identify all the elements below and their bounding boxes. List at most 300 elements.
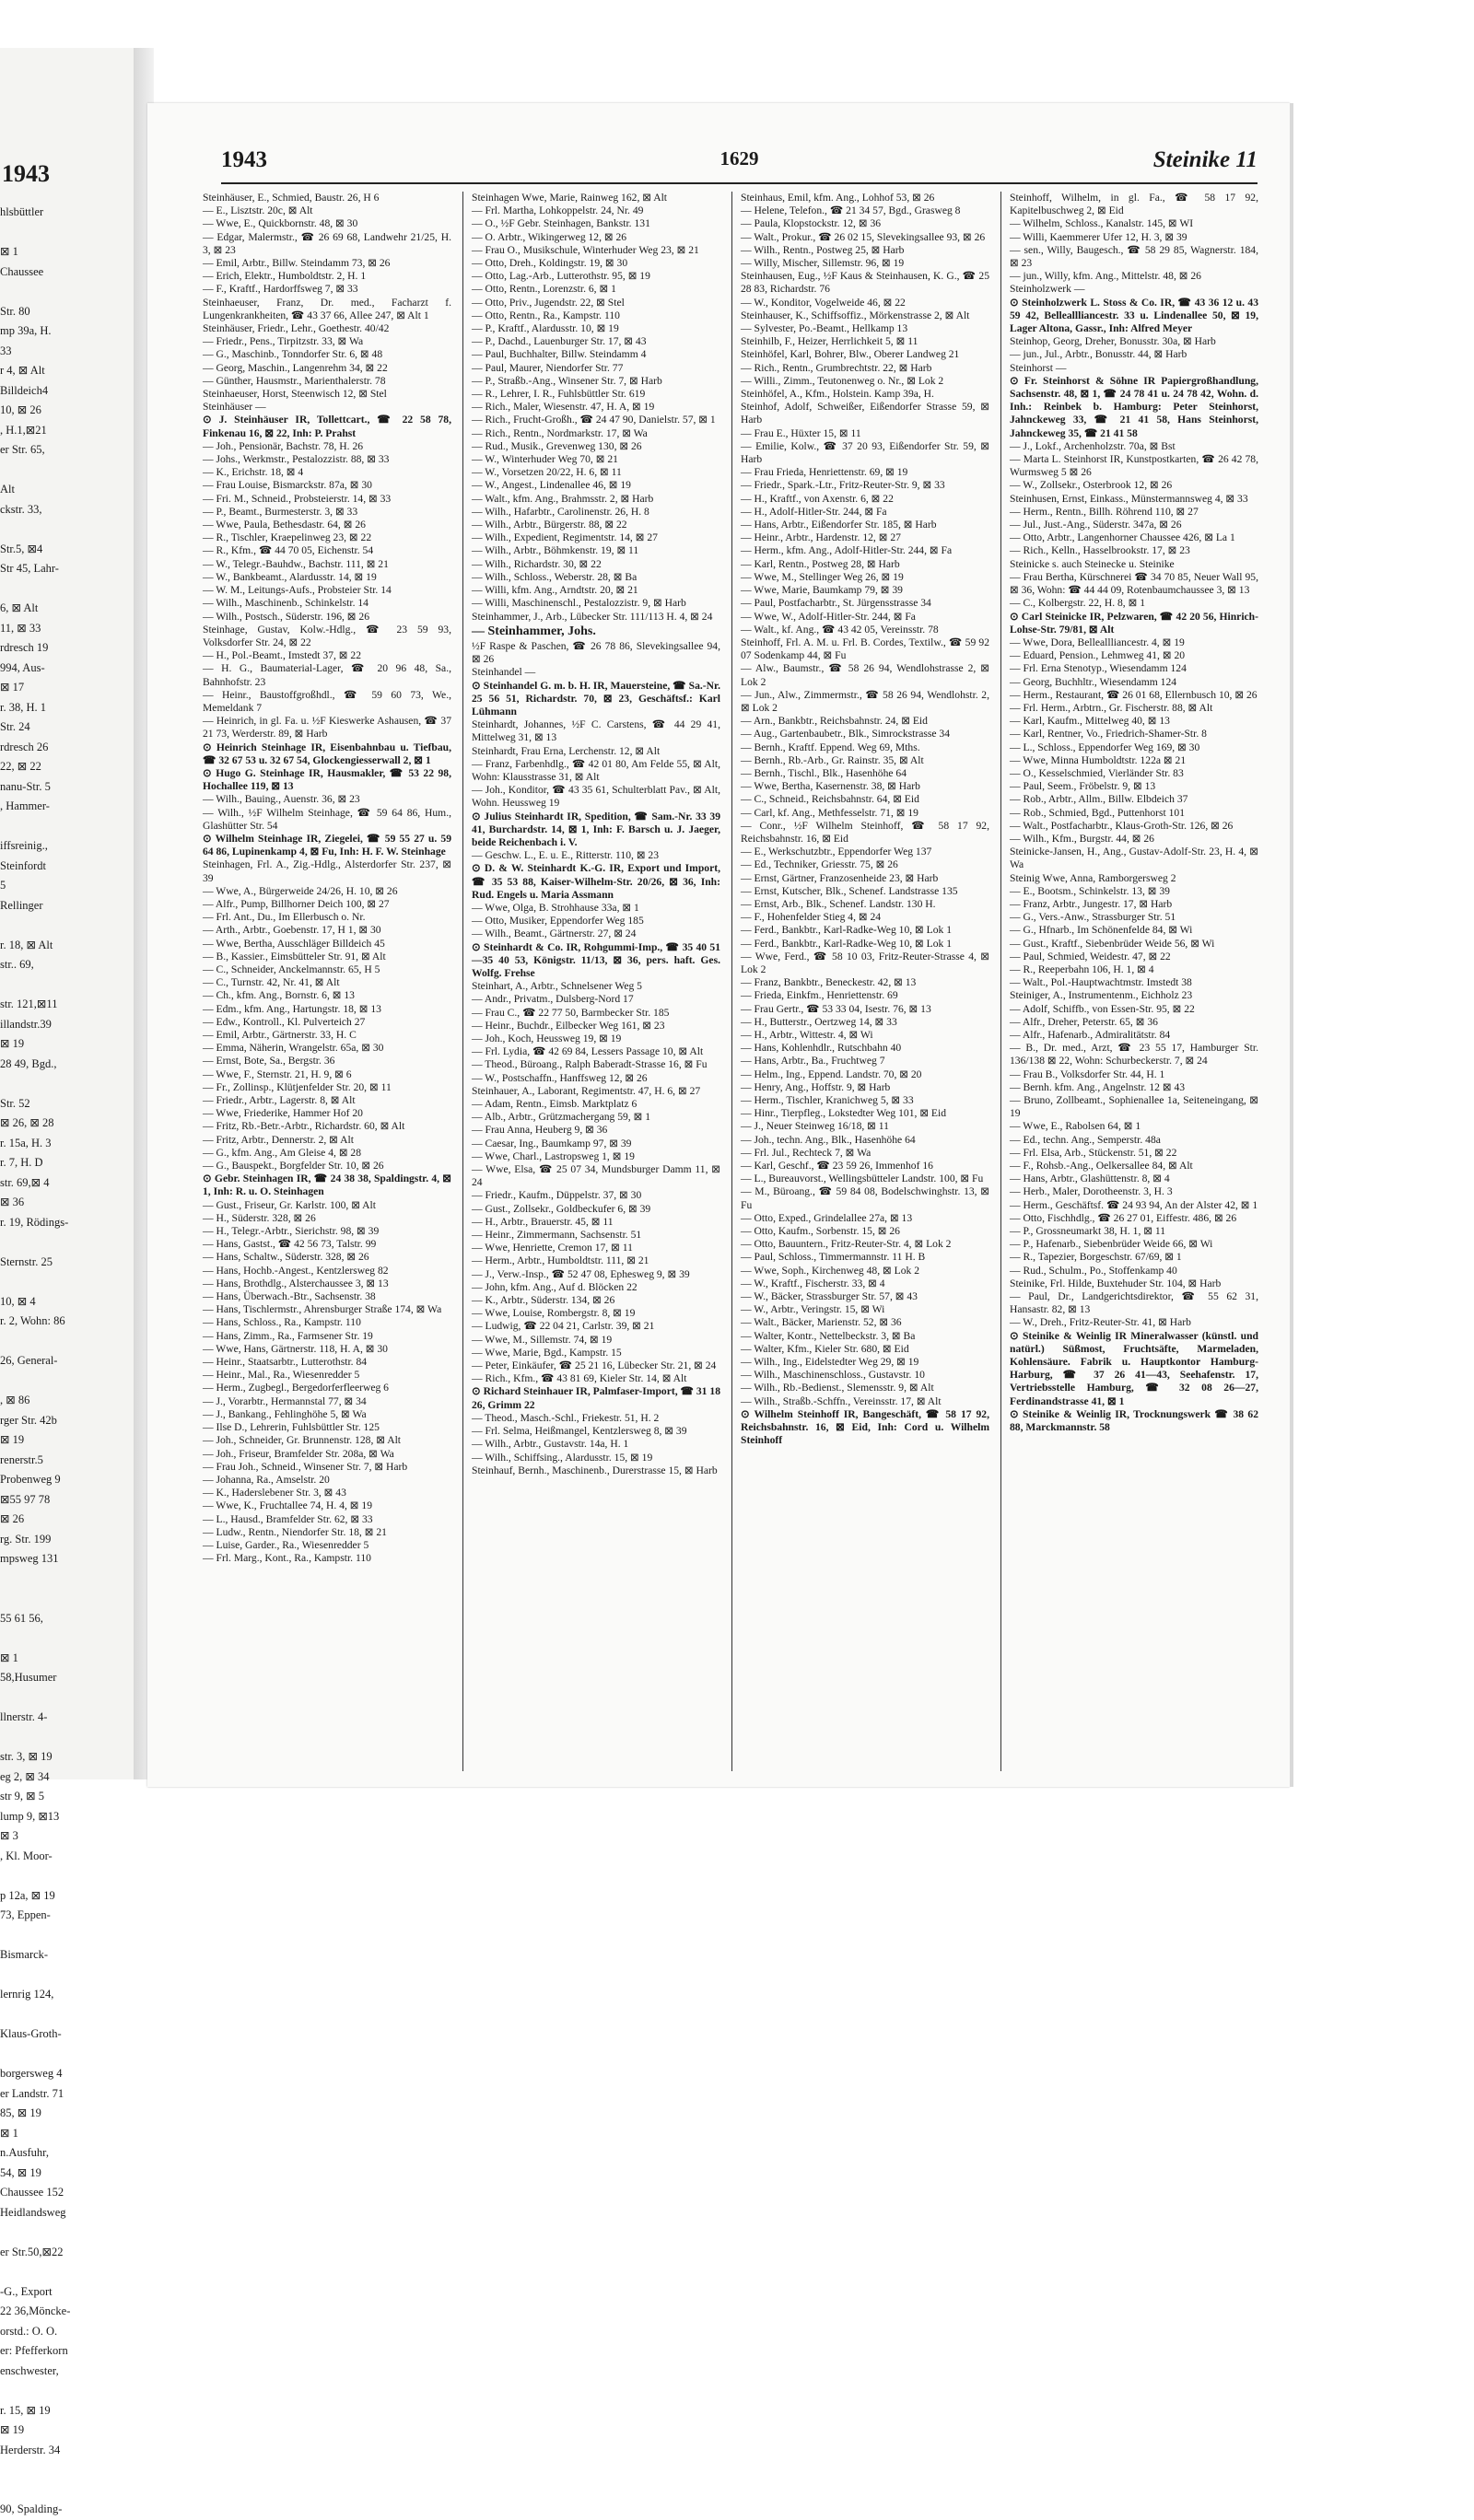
directory-entry: — Hans, Schaltw., Süderstr. 328, ⊠ 26 (203, 1251, 369, 1264)
directory-entry: — Emma, Näherin, Wrangelstr. 65a, ⊠ 30 (203, 1042, 384, 1055)
directory-entry: — Wwe, Dora, Belleallliancestr. 4, ⊠ 19 (1010, 636, 1185, 648)
directory-entry: — W. M., Leitungs-Aufs., Probsteier Str. 14 (203, 584, 392, 597)
previous-page-line: hlsbüttler (0, 205, 44, 218)
previous-page-line: lump 9, ⊠13 (0, 1809, 60, 1823)
page-header (221, 147, 1258, 179)
page-edge (1290, 103, 1293, 1787)
directory-entry: — W., Zollsekr., Osterbrook 12, ⊠ 26 (1010, 479, 1173, 492)
directory-entry: — W., Bankbeamt., Alardusstr. 14, ⊠ 19 (203, 570, 377, 583)
directory-entry: — C., Kolbergstr. 22, H. 8, ⊠ 1 (1010, 597, 1146, 610)
directory-entry: — Günther, Hausmstr., Marienthalerstr. 78 (203, 374, 386, 387)
directory-entry: — Otto, Bauuntern., Fritz-Reuter-Str. 4, ⊠ Lok 2 (741, 1238, 952, 1251)
directory-entry: — Adam, Rentn., Eimsb. Marktplatz 6 (472, 1098, 638, 1111)
previous-page-line (0, 1232, 129, 1253)
directory-entry: — Geschw. L., E. u. E., Ritterstr. 110, ⊠ 23 (472, 849, 660, 862)
column-divider (1000, 192, 1001, 1771)
directory-page (147, 103, 1290, 1787)
directory-entry: — Adolf, Schiffb., von Essen-Str. 95, ⊠ 22 (1010, 1002, 1195, 1015)
directory-entry: — Conr., ½F Wilhelm Steinhoff, ☎ 58 17 92, Reichsbahnstr. 16, ⊠ Eid (741, 819, 989, 845)
previous-page-line (0, 1589, 129, 1609)
directory-entry: — H., Telegr.-Arbtr., Sierichstr. 98, ⊠ 39 (203, 1225, 380, 1238)
directory-entry: — H., Adolf-Hitler-Str. 244, ⊠ Fa (741, 505, 887, 518)
previous-page-line: rg. Str. 199 (0, 1532, 52, 1546)
previous-page-line: nanu-Str. 5 (0, 779, 51, 793)
directory-entry: — Herm., Rentn., Billh. Röhrend 110, ⊠ 27 (1010, 505, 1199, 518)
previous-page-line (0, 916, 129, 936)
directory-entry: — Steinhammer, Johs. (472, 624, 596, 638)
previous-page-line: er Landstr. 71 (0, 2086, 64, 2100)
directory-entry: Steinhage, Gustav, Kolw.-Hdlg., ☎ 23 59 93, Volksdorfer Str. 24, ⊠ 22 (203, 623, 451, 648)
column-2 (472, 192, 720, 1771)
directory-entry: — Heinr., Zimmermann, Sachsenstr. 51 (472, 1229, 642, 1242)
directory-entry: Steinhardt, Frau Erna, Lerchenstr. 12, ⊠ Alt (472, 744, 661, 757)
directory-entry: — H., Kraftf., von Axenstr. 6, ⊠ 22 (741, 492, 894, 505)
previous-page-line: Chaussee (0, 264, 44, 278)
directory-entry: — H., Arbtr., Wittestr. 4, ⊠ Wi (741, 1029, 873, 1041)
previous-page-line (0, 1272, 129, 1292)
directory-entry: ⊙ Wilhelm Steinhoff IR, Bangeschäft, ☎ 58 17 92, Reichsbahnstr. 16, ⊠ Eid, Inh: Cord u. Wilhelm Steinhoff (741, 1407, 989, 1447)
previous-page-line: 22, ⊠ 22 (0, 760, 41, 773)
directory-entry: — Henry, Ang., Hoffstr. 9, ⊠ Harb (741, 1080, 891, 1093)
directory-entry: ⊙ Steinhandel G. m. b. H. IR, Mauersteine, ☎ Sa.-Nr. 25 56 51, Richardstr. 70, ⊠ 23, Geschäftsf.: Karl Lühmann (472, 679, 720, 718)
directory-entry: Steinike, Frl. Hilde, Buxtehuder Str. 104, ⊠ Harb (1010, 1277, 1222, 1289)
directory-entry: — Franz, Bankbtr., Beneckestr. 42, ⊠ 13 (741, 976, 917, 989)
previous-page-line: r 4, ⊠ Alt (0, 364, 45, 377)
directory-entry: — Alfr., Pump, Billhorner Deich 100, ⊠ 27 (203, 897, 390, 910)
directory-entry: Steinhäuser, Friedr., Lehr., Goethestr. 40/42 (203, 322, 390, 335)
previous-page-line: -G., Export (0, 2284, 53, 2298)
directory-entry: — Wwe, Marie, Baumkamp 79, ⊠ 39 (741, 584, 903, 597)
directory-entry: — Jul., Just.-Ang., Süderstr. 347a, ⊠ 26 (1010, 519, 1182, 531)
previous-page-line (0, 2045, 129, 2065)
previous-page-line: ⊠ 19 (0, 1037, 25, 1050)
directory-entry: — Herm., Geschäftsf. ☎ 24 93 94, An der Alster 42, ⊠ 1 (1010, 1198, 1258, 1211)
directory-entry: — Arth., Arbtr., Goebenstr. 17, H 1, ⊠ 30 (203, 924, 381, 937)
directory-entry: — Heinr., Arbtr., Hardenstr. 12, ⊠ 27 (741, 531, 901, 544)
previous-page-line: Heidlandsweg (0, 2205, 66, 2219)
directory-entry: — Walt., kf. Ang., ☎ 43 42 05, Vereinsstr. 78 (741, 623, 939, 636)
directory-entry: — Eduard, Pension., Lehmweg 41, ⊠ 20 (1010, 649, 1186, 662)
previous-page-line: ⊠ 17 (0, 681, 25, 694)
directory-entry: — R., Tischler, Kraepelinweg 23, ⊠ 22 (203, 531, 372, 544)
previous-page-line (0, 1966, 129, 1986)
directory-entry: — Ernst, Kutscher, Blk., Schenef. Landstrasse 135 (741, 884, 958, 897)
directory-entry: — Hans, Schloss., Ra., Kampstr. 110 (203, 1316, 361, 1329)
previous-page-line: 55 61 56, (0, 1611, 43, 1625)
directory-entry: Steinhauser, K., Schiffsoffiz., Mörkenstrasse 2, ⊠ Alt (741, 309, 970, 321)
previous-page-line: ⊠ 19 (0, 1433, 25, 1446)
previous-page-line: , ⊠ 86 (0, 1394, 30, 1406)
previous-page-line: Sternstr. 25 (0, 1254, 53, 1268)
directory-entry: — Frl. Elsa, Arb., Stückenstr. 51, ⊠ 22 (1010, 1146, 1177, 1159)
directory-entry: — Wwe, E., Quickbornstr. 48, ⊠ 30 (203, 217, 358, 230)
directory-entry: — Wilh., Maschinenschloss., Gustavstr. 10 (741, 1369, 925, 1382)
directory-entry: — G., Hfnarb., Im Schönenfelde 84, ⊠ Wi (1010, 924, 1193, 937)
directory-entry: — Johs., Werkmstr., Pestalozzistr. 88, ⊠ 33 (203, 453, 390, 466)
previous-page-line: rger Str. 42b (0, 1413, 57, 1427)
directory-entry: — O., Kesselschmied, Vierländer Str. 83 (1010, 766, 1184, 779)
directory-entry: — F., Rohsb.-Ang., Oelkersallee 84, ⊠ Alt (1010, 1160, 1193, 1172)
directory-entry: ⊙ Hugo G. Steinhage IR, Hausmakler, ☎ 53 22 98, Hochallee 119, ⊠ 13 (203, 766, 451, 793)
directory-entry: — jun., Jul., Arbtr., Bonusstr. 44, ⊠ Harb (1010, 348, 1187, 361)
directory-entry: — Frl. Martha, Lohkoppelstr. 24, Nr. 49 (472, 204, 644, 217)
directory-entry: Steinholzwerk — (1010, 283, 1085, 296)
directory-entry: — L., Bureauvorst., Wellingsbütteler Landstr. 100, ⊠ Fu (741, 1172, 984, 1185)
directory-entry: — Willi, Kaemmerer Ufer 12, H. 3, ⊠ 39 (1010, 230, 1187, 243)
directory-entry: — Edgar, Malermstr., ☎ 26 69 68, Landwehr 21/25, H. 3, ⊠ 23 (203, 230, 451, 256)
directory-entry: — sen., Willy, Baugesch., ☎ 58 29 85, Wagnerstr. 184, ⊠ 23 (1010, 243, 1258, 270)
previous-page-line (0, 1926, 129, 1946)
previous-page-line: illandstr.39 (0, 1017, 52, 1031)
directory-entry: — Ludwig, ☎ 22 04 21, Carlstr. 39, ⊠ 21 (472, 1320, 655, 1333)
previous-page-line: llnerstr. 4- (0, 1710, 48, 1723)
directory-entry: — Ed., techn. Ang., Semperstr. 48a (1010, 1133, 1161, 1146)
directory-entry: — Otto, Arbtr., Langenhorner Chaussee 426, ⊠ La 1 (1010, 531, 1235, 544)
directory-entry: Steinhagen Wwe, Marie, Rainweg 162, ⊠ Alt (472, 192, 668, 204)
directory-entry: — Wilh., Beamt., Gärtnerstr. 27, ⊠ 24 (472, 928, 637, 940)
directory-entry: — Wwe, A., Bürgerweide 24/26, H. 10, ⊠ 26 (203, 884, 398, 897)
directory-entry: — Arn., Bankbtr., Reichsbahnstr. 24, ⊠ Eid (741, 715, 928, 728)
previous-page-lines (0, 203, 129, 2520)
directory-entry: ⊙ Steinholzwerk L. Stoss & Co. IR, ☎ 43 36 12 u. 43 59 42, Belleallliancestr. 33 u. Lindenallee 50, ⊠ 19, Lager Altona, Gassr., Inh: Alfred Meyer (1010, 296, 1258, 335)
directory-entry: — Hans, Tischlermstr., Ahrensburger Straße 174, ⊠ Wa (203, 1303, 442, 1316)
directory-entry: ⊙ Steinike & Weinlig IR, Trocknungswerk ☎ 38 62 88, Marckmannstr. 58 (1010, 1407, 1258, 1434)
directory-entry: ⊙ J. Steinhäuser IR, Tollettcart., ☎ 22 58 78, Finkenau 16, ⊠ 22, Inh: P. Prahst (203, 414, 451, 439)
directory-entry: — Rich., Kelln., Hasselbrookstr. 17, ⊠ 23 (1010, 544, 1190, 557)
directory-entry: — Edm., kfm. Ang., Hartungstr. 18, ⊠ 13 (203, 1002, 381, 1015)
directory-entry: — Fr., Zollinsp., Klütjenfelder Str. 20, ⊠ 11 (203, 1080, 392, 1093)
directory-entry: — Frl. Selma, Heißmangel, Kentzlersweg 8, ⊠ 39 (472, 1425, 687, 1438)
directory-entry: — Rich., Rentn., Nordmarkstr. 17, ⊠ Wa (472, 426, 648, 439)
header-catchword: Steinike 11 (1152, 147, 1258, 172)
previous-page-line: 73, Eppen- (0, 1908, 51, 1921)
directory-entry: — R., Reeperbahn 106, H. 1, ⊠ 4 (1010, 962, 1154, 975)
directory-entry: — W., Dreh., Fritz-Reuter-Str. 41, ⊠ Harb (1010, 1316, 1191, 1329)
directory-entry: — Herm., Arbtr., Humboldtstr. 111, ⊠ 21 (472, 1254, 649, 1267)
directory-entry: — Wwe, Olga, B. Strohhause 33a, ⊠ 1 (472, 901, 639, 914)
directory-entry: — Frau Anna, Heuberg 9, ⊠ 36 (472, 1124, 608, 1137)
directory-entry: — Walt., Bäcker, Marienstr. 52, ⊠ 36 (741, 1316, 902, 1329)
previous-page-line: iffsreinig., (0, 839, 48, 852)
directory-entry: — Rob., Schmied, Bgd., Puttenhorst 101 (1010, 806, 1186, 819)
directory-entry: — H. G., Baumaterial-Lager, ☎ 20 96 48, Sa., Bahnhofstr. 23 (203, 662, 451, 688)
directory-entry: — Friedr., Arbtr., Lagerstr. 8, ⊠ Alt (203, 1094, 356, 1107)
directory-entry: Steinhoff, Frl. A. M. u. Frl. B. Cordes, Textilw., ☎ 59 92 07 Sodenkamp 44, ⊠ Fu (741, 636, 989, 662)
previous-page-line: rdresch 19 (0, 641, 49, 654)
directory-entry: — Frau E., Hüxter 15, ⊠ 11 (741, 426, 861, 439)
directory-entry: — Marta L. Steinhorst IR, Kunstpostkarten, ☎ 26 42 78, Wurmsweg 5 ⊠ 26 (1010, 453, 1258, 479)
directory-entry: Steinhöfel, A., Kfm., Holstein. Kamp 39a, H. (741, 388, 934, 401)
directory-entry: — F., Kraftf., Hardorffsweg 7, ⊠ 33 (203, 283, 358, 296)
directory-entry: — Fritz, Rb.-Betr.-Arbtr., Richardstr. 60, ⊠ Alt (203, 1120, 405, 1133)
directory-entry: — Rich., Kfm., ☎ 43 81 69, Kieler Str. 14, ⊠ Alt (472, 1372, 687, 1385)
directory-entry: — C., Schneid., Reichsbahnstr. 64, ⊠ Eid (741, 793, 919, 806)
directory-entry: — Ch., kfm. Ang., Bornstr. 6, ⊠ 13 (203, 989, 355, 1002)
directory-entry: — Wilh., Arbtr., Böhmkenstr. 19, ⊠ 11 (472, 544, 639, 557)
directory-entry: — P., Beamt., Burmesterstr. 3, ⊠ 33 (203, 505, 358, 518)
directory-entry: — Frl. Herm., Arbtrn., Gr. Fischerstr. 88, ⊠ Alt (1010, 701, 1213, 714)
directory-entry: — Erich, Elektr., Humboldtstr. 2, H. 1 (203, 270, 367, 283)
directory-entry: — Georg, Maschin., Langenrehm 34, ⊠ 22 (203, 361, 388, 374)
previous-page-line: ⊠ 1 (0, 245, 18, 258)
directory-entry: — Friedr., Pens., Tirpitzstr. 33, ⊠ Wa (203, 335, 364, 348)
previous-page-line: 28 49, Bgd., (0, 1056, 57, 1070)
directory-entry: ⊙ Steinike & Weinlig IR Mineralwasser (künstl. und natürl.) Süßmost, Fruchtsäfte, Marmeladen, Kohlensäure. Fabrik u. Hauptkontor Hamburg-Harburg, ☎ 37 26 41—43, Seehafenstr. 17, Vertriebsstelle Hamburg, ☎ 32 08 26—27, Ferdinandstrasse 41, ⊠ 1 (1010, 1329, 1258, 1407)
previous-page-line: ⊠ 19 (0, 2423, 25, 2436)
directory-entry: — W., Telegr.-Bauhdw., Bachstr. 111, ⊠ 21 (203, 557, 389, 570)
directory-entry: — G., Vers.-Anw., Strassburger Str. 51 (1010, 911, 1176, 924)
directory-entry: — B., Dr. med., Arzt, ☎ 23 55 17, Hamburger Str. 136/138 ⊠ 22, Wohn: Schurbeckerstr. 7, ⊠ 24 (1010, 1042, 1258, 1068)
directory-entry: — Joh., Friseur, Bramfelder Str. 208a, ⊠ Wa (203, 1447, 394, 1460)
directory-entry: — Bruno, Zollbeamt., Sophienallee 1a, Seiteneingang, ⊠ 19 (1010, 1094, 1258, 1120)
directory-entry: — Otto, Fischhdlg., ☎ 26 27 01, Eiffestr. 486, ⊠ 26 (1010, 1211, 1237, 1224)
directory-entry: — Sylvester, Po.-Beamt., Hellkamp 13 (741, 322, 908, 335)
previous-page-line: r. 2, Wohn: 86 (0, 1314, 65, 1327)
previous-page-line: str 9, ⊠ 5 (0, 1790, 44, 1802)
previous-page-line: Herderstr. 34 (0, 2443, 61, 2456)
directory-entry: — Wilhelm, Schloss., Kanalstr. 145, ⊠ WI (1010, 217, 1194, 230)
directory-entry: — Herm., Restaurant, ☎ 26 01 68, Ellernbusch 10, ⊠ 26 (1010, 688, 1258, 701)
directory-entry: — O., ½F Gebr. Steinhagen, Bankstr. 131 (472, 217, 650, 230)
directory-entry: — W., Kraftf., Fischerstr. 33, ⊠ 4 (741, 1277, 885, 1289)
directory-entry: — Johanna, Ra., Amselstr. 20 (203, 1473, 330, 1486)
previous-page-line: ⊠ 1 (0, 2126, 18, 2140)
previous-page-line: er Str. 65, (0, 443, 45, 456)
directory-entry: — Wilh., Arbtr., Gustavstr. 14a, H. 1 (472, 1438, 629, 1451)
directory-entry: — G., kfm. Ang., Am Gleise 4, ⊠ 28 (203, 1146, 362, 1159)
previous-page-line: 26, General- (0, 1354, 58, 1367)
previous-page-line: r. 15a, H. 3 (0, 1136, 52, 1149)
previous-page-line: Probenweg 9 (0, 1473, 61, 1486)
directory-entry: — Rud., Schulm., Po., Stoffenkamp 40 (1010, 1264, 1177, 1277)
directory-entry: — P., Kraftf., Alardusstr. 10, ⊠ 19 (472, 322, 619, 335)
directory-entry: Steinhart, A., Arbtr., Schnelsener Weg 5 (472, 980, 642, 993)
directory-entry: — E., Bootsm., Schinkelstr. 13, ⊠ 39 (1010, 884, 1170, 897)
directory-entry: — Helene, Telefon., ☎ 21 34 57, Bgd., Grasweg 8 (741, 204, 961, 217)
directory-entry: — J., Lokf., Archenholzstr. 70a, ⊠ Bst (1010, 439, 1176, 452)
directory-entry: — Herb., Maler, Dorotheenstr. 3, H. 3 (1010, 1185, 1173, 1198)
directory-entry: — Heinr., Mal., Ra., Wiesenredder 5 (203, 1369, 360, 1382)
directory-entry: — P., Dachd., Lauenburger Str. 17, ⊠ 43 (472, 335, 647, 348)
previous-page-line: 85, ⊠ 19 (0, 2106, 41, 2119)
directory-entry: ⊙ Richard Steinhauer IR, Palmfaser-Import, ☎ 31 18 26, Grimm 22 (472, 1385, 720, 1411)
directory-entry: — Wilh., Arbtr., Bürgerstr. 88, ⊠ 22 (472, 519, 627, 531)
previous-page-line: rdresch 26 (0, 740, 49, 753)
previous-page-line: borgersweg 4 (0, 2067, 63, 2080)
directory-entry: — H., Butterstr., Oertzweg 14, ⊠ 33 (741, 1015, 897, 1028)
previous-page-line: str.. 69, (0, 958, 34, 971)
directory-entry: — Ernst, Arb., Blk., Schenef. Landstr. 130 H. (741, 897, 936, 910)
previous-page-line: , Hammer- (0, 799, 50, 812)
directory-entry: — Gust., Zollsekr., Goldbeckufer 6, ⊠ 39 (472, 1202, 651, 1215)
directory-entry: — Friedr., Kaufm., Düppelstr. 37, ⊠ 30 (472, 1189, 642, 1202)
directory-entry: — Karl, Rentn., Postweg 28, ⊠ Harb (741, 557, 900, 570)
directory-entry: — Bernh., Rb.-Arb., Gr. Rainstr. 35, ⊠ Alt (741, 753, 924, 766)
directory-entry: — Bernh., Kraftf. Eppend. Weg 69, Mths. (741, 741, 920, 753)
directory-entry: — Emilie, Kolw., ☎ 37 20 93, Eißendorfer Str. 59, ⊠ Harb (741, 439, 989, 466)
directory-entry: — Wwe, M., Sillemstr. 74, ⊠ 19 (472, 1333, 613, 1346)
previous-page-line (0, 461, 129, 481)
directory-entry: — Paul, Postfacharbtr., St. Jürgensstrasse 34 (741, 597, 931, 610)
directory-columns (203, 192, 1271, 1771)
directory-entry: Steinhäuser, E., Schmied, Baustr. 26, H 6 (203, 192, 380, 204)
directory-entry: — Wwe, Marie, Bgd., Kampstr. 15 (472, 1346, 622, 1359)
directory-entry: ⊙ Wilhelm Steinhage IR, Ziegelei, ☎ 59 55 27 u. 59 64 86, Lupinenkamp 4, ⊠ Fu, Inh: H. F. W. Steinhage (203, 832, 451, 858)
previous-page-line (0, 1728, 129, 1748)
directory-entry: — O. Arbtr., Wikingerweg 12, ⊠ 26 (472, 230, 627, 243)
previous-page-line (0, 1332, 129, 1352)
directory-entry: — R., Lehrer, I. R., Fuhlsbüttler Str. 619 (472, 388, 646, 401)
directory-entry: — Wwe, Hans, Gärtnerstr. 118, H. A, ⊠ 30 (203, 1342, 388, 1355)
previous-page-line: r. 19, Rödings- (0, 1215, 69, 1229)
directory-entry: — M., Büroang., ☎ 59 84 08, Bodelschwinghstr. 13, ⊠ Fu (741, 1185, 989, 1211)
directory-entry: Steinhop, Georg, Dreher, Bonusstr. 30a, ⊠ Harb (1010, 335, 1216, 348)
directory-entry: — Otto, Exped., Grindelallee 27a, ⊠ 13 (741, 1211, 913, 1224)
directory-entry: — Wwe, Bertha, Ausschläger Billdeich 45 (203, 937, 385, 950)
directory-entry: Steinhagen, Frl. A., Zig.-Hdlg., Alsterdorfer Str. 237, ⊠ 39 (203, 858, 451, 884)
previous-page-line: er Str.50,⊠22 (0, 2245, 64, 2258)
directory-entry: — Theod., Masch.-Schl., Friekestr. 51, H. 2 (472, 1411, 660, 1424)
directory-entry: ⊙ Steinhardt & Co. IR, Rohgummi-Imp., ☎ 35 40 51—35 40 53, Königstr. 11/13, ⊠ 36, pers. haft. Ges. Wolfg. Frehse (472, 940, 720, 979)
directory-entry: — W., Vorsetzen 20/22, H. 6, ⊠ 11 (472, 466, 622, 479)
directory-entry: — Frau B., Volksdorfer Str. 44, H. 1 (1010, 1068, 1165, 1080)
directory-entry: — Alfr., Hafenarb., Admiralitätstr. 84 (1010, 1029, 1171, 1041)
directory-entry: — Joh., Koch, Heussweg 19, ⊠ 19 (472, 1032, 622, 1044)
directory-entry: — Wwe, Minna Humboldtstr. 122a ⊠ 21 (1010, 753, 1187, 766)
directory-entry: — Otto, Rentn., Lorenzstr. 6, ⊠ 1 (472, 283, 616, 296)
directory-entry: — Wwe, K., Fruchtallee 74, H. 4, ⊠ 19 (203, 1499, 373, 1512)
previous-page-line: str. 121,⊠11 (0, 998, 58, 1010)
previous-page-line (0, 1628, 129, 1649)
directory-entry: — Friedr., Spark.-Ltr., Fritz-Reuter-Str. 9, ⊠ 33 (741, 479, 945, 492)
directory-entry: — Hans, Kohlenhdlr., Rutschbahn 40 (741, 1042, 902, 1055)
directory-entry: — W., Winterhuder Weg 70, ⊠ 21 (472, 453, 618, 466)
previous-page-line: orstd.: O. O. (0, 2324, 58, 2338)
previous-page-line: , Kl. Moor- (0, 1849, 53, 1862)
previous-page-line (0, 1074, 129, 1094)
directory-entry: ⊙ Gebr. Steinhagen IR, ☎ 24 38 38, Spaldingstr. 4, ⊠ 1, Inh: R. u. O. Steinhagen (203, 1172, 451, 1198)
directory-entry: — Frl. Erna Stenotyp., Wiesendamm 124 (1010, 662, 1187, 675)
previous-page-line (0, 1371, 129, 1392)
directory-entry: — Gust., Kraftf., Siebenbrüder Weide 56, ⊠ Wi (1010, 937, 1215, 950)
directory-entry: — Walt., kfm. Ang., Brahmsstr. 2, ⊠ Harb (472, 492, 654, 505)
directory-entry: — B., Kassier., Eimsbütteler Str. 91, ⊠ Alt (203, 950, 386, 962)
directory-entry: — Helm., Ing., Eppend. Landstr. 70, ⊠ 20 (741, 1068, 922, 1080)
previous-page-line: Rellinger (0, 898, 43, 912)
directory-entry: — Ernst, Bote, Sa., Bergstr. 36 (203, 1055, 335, 1068)
directory-entry: — Frau O., Musikschule, Winterhuder Weg 23, ⊠ 21 (472, 243, 699, 256)
previous-page-line: 5 (0, 879, 6, 892)
directory-entry: — Wwe, Ferd., ☎ 58 10 03, Fritz-Reuter-Strasse 4, ⊠ Lok 2 (741, 950, 989, 975)
previous-page-line: 54, ⊠ 19 (0, 2165, 41, 2179)
directory-entry: — Caesar, Ing., Baumkamp 97, ⊠ 39 (472, 1137, 632, 1149)
directory-entry: — Frieda, Einkfm., Henriettenstr. 69 (741, 989, 898, 1002)
previous-page-line: str. 3, ⊠ 19 (0, 1750, 53, 1763)
directory-entry: Steinhoff, Wilhelm, in gl. Fa., ☎ 58 17 92, Kapitelbuschweg 2, ⊠ Eid (1010, 192, 1258, 217)
directory-entry: — F., Hohenfelder Stieg 4, ⊠ 24 (741, 911, 882, 924)
previous-page-line: 90, Spalding- (0, 2502, 63, 2515)
directory-entry: — Wwe, M., Stellinger Weg 26, ⊠ 19 (741, 570, 904, 583)
column-divider (462, 192, 463, 1771)
previous-page-line (0, 975, 129, 996)
directory-entry: — Joh., Konditor, ☎ 43 35 61, Schulterblatt Pav., ⊠ Alt, Wohn. Heussweg 19 (472, 784, 720, 810)
directory-entry: — Hans, Gastst., ☎ 42 56 73, Talstr. 99 (203, 1238, 377, 1251)
directory-entry: — Fritz, Arbtr., Dennerstr. 2, ⊠ Alt (203, 1133, 354, 1146)
directory-entry: — W., Angest., Lindenallee 46, ⊠ 19 (472, 479, 631, 492)
directory-entry: — Wwe, Charl., Lastropsweg 1, ⊠ 19 (472, 1149, 635, 1162)
previous-page-line: ckstr. 33, (0, 502, 42, 516)
directory-entry: — Ludw., Rentn., Niendorfer Str. 18, ⊠ 21 (203, 1525, 387, 1538)
directory-entry: — Walt., Prokur., ☎ 26 02 15, Slevekingsallee 93, ⊠ 26 (741, 230, 986, 243)
directory-entry: — Rich., Frucht-Großh., ☎ 24 47 90, Danielstr. 57, ⊠ 1 (472, 414, 716, 426)
previous-page-line: ⊠ 26, ⊠ 28 (0, 1116, 54, 1129)
directory-entry: Steinhöfel, Karl, Bohrer, Blw., Oberer Landweg 21 (741, 348, 960, 361)
directory-entry: — Otto, Lag.-Arb., Lutterothstr. 95, ⊠ 19 (472, 270, 650, 283)
column-divider (731, 192, 732, 1771)
directory-entry: — Frau Frieda, Henriettenstr. 69, ⊠ 19 (741, 466, 908, 479)
directory-entry: — G., Bauspekt., Borgfelder Str. 10, ⊠ 26 (203, 1160, 384, 1172)
directory-entry: — Wilh., Rentn., Postweg 25, ⊠ Harb (741, 243, 905, 256)
directory-entry: — Hans, Überwach.-Btr., Sachsenstr. 38 (203, 1290, 376, 1303)
directory-entry: — E., Werkschutzbtr., Eppendorfer Weg 137 (741, 846, 932, 858)
previous-page-line: Klaus-Groth- (0, 2027, 62, 2040)
previous-page-line: renerstr.5 (0, 1452, 43, 1466)
previous-page-line: r. 7, H. D (0, 1156, 43, 1169)
directory-entry: — Joh., techn. Ang., Blk., Hasenhöhe 64 (741, 1133, 916, 1146)
directory-entry: — Wilh., Postsch., Süderstr. 196, ⊠ 26 (203, 610, 370, 623)
directory-entry: — Wilh., Ing., Eidelstedter Weg 29, ⊠ 19 (741, 1356, 919, 1369)
previous-page-year: 1943 (2, 160, 50, 187)
previous-page-line: Str. 80 (0, 304, 30, 318)
directory-entry: Steiniger, A., Instrumentenm., Eichholz 23 (1010, 989, 1193, 1002)
directory-entry: — Ferd., Bankbtr., Karl-Radke-Weg 10, ⊠ Lok 1 (741, 924, 953, 937)
directory-entry: — Wwe, F., Sternstr. 21, H. 9, ⊠ 6 (203, 1068, 352, 1080)
directory-entry: — Wwe, E., Rabolsen 64, ⊠ 1 (1010, 1120, 1141, 1133)
directory-entry: — Georg, Buchhltr., Wiesendamm 124 (1010, 675, 1177, 688)
directory-entry: — J., Bankang., Fehlinghöhe 5, ⊠ Wa (203, 1407, 367, 1420)
previous-page-line: er: Pfefferkorn (0, 2344, 68, 2357)
directory-entry: — P., Hafenarb., Siebenbrüder Weide 66, ⊠ Wi (1010, 1238, 1213, 1251)
previous-page-line: ⊠ 36 (0, 1196, 25, 1208)
directory-entry: Steinhauer, A., Laborant, Regimentstr. 47, H. 6, ⊠ 27 (472, 1084, 701, 1097)
previous-page-line: Str 45, Lahr- (0, 562, 59, 575)
directory-entry: — Franz, Arbtr., Jungestr. 17, ⊠ Harb (1010, 897, 1173, 910)
previous-page-line: str. 69,⊠ 4 (0, 1175, 50, 1189)
directory-entry: — Wilh., Maschinenb., Schinkelstr. 14 (203, 597, 368, 610)
directory-entry: — Hans, Arbtr., Glashüttenstr. 8, ⊠ 4 (1010, 1172, 1170, 1185)
header-rule (221, 182, 1258, 184)
directory-entry: — Joh., Pensionär, Bachstr. 78, H. 26 (203, 439, 364, 452)
directory-entry: — Frl. Ant., Du., Im Ellerbusch o. Nr. (203, 911, 366, 924)
directory-entry: — John, kfm. Ang., Auf d. Blöcken 22 (472, 1280, 638, 1293)
directory-entry: — Wwe, Bertha, Kasernenstr. 38, ⊠ Harb (741, 780, 920, 793)
directory-entry: — Karl, Geschf., ☎ 23 59 26, Immenhof 16 (741, 1160, 933, 1172)
directory-entry: — Ferd., Bankbtr., Karl-Radke-Weg 10, ⊠ Lok 1 (741, 937, 953, 950)
directory-entry: — Karl, Kaufm., Mittelweg 40, ⊠ 13 (1010, 715, 1170, 728)
previous-page-line: 33 (0, 344, 12, 357)
directory-entry: — Willi., Zimm., Teutonenweg o. Nr., ⊠ Lok 2 (741, 374, 944, 387)
directory-entry: — W., Bäcker, Strassburger Str. 57, ⊠ 43 (741, 1290, 918, 1303)
directory-entry: — Hinr., Tierpfleg., Lokstedter Weg 101, ⊠ Eid (741, 1107, 947, 1120)
directory-entry: — Wilh., Richardstr. 30, ⊠ 22 (472, 557, 602, 570)
previous-page-line: n.Ausfuhr, (0, 2146, 49, 2159)
previous-page-line (0, 519, 129, 540)
directory-entry: — Emil, Arbtr., Gärtnerstr. 33, H. C (203, 1029, 357, 1041)
directory-entry: Steinicke s. auch Steinecke u. Steinike (1010, 557, 1175, 570)
previous-page-line: r. 38, H. 1 (0, 700, 46, 714)
directory-entry: ⊙ Julius Steinhardt IR, Spedition, ☎ Sam.-Nr. 33 39 41, Burchardstr. 14, ⊠ 1, Inh: F. Barsch u. J. Jaeger, beide Reichenbach i. V. (472, 810, 720, 848)
directory-entry: — G., Maschinb., Tonndorfer Str. 6, ⊠ 48 (203, 348, 383, 361)
